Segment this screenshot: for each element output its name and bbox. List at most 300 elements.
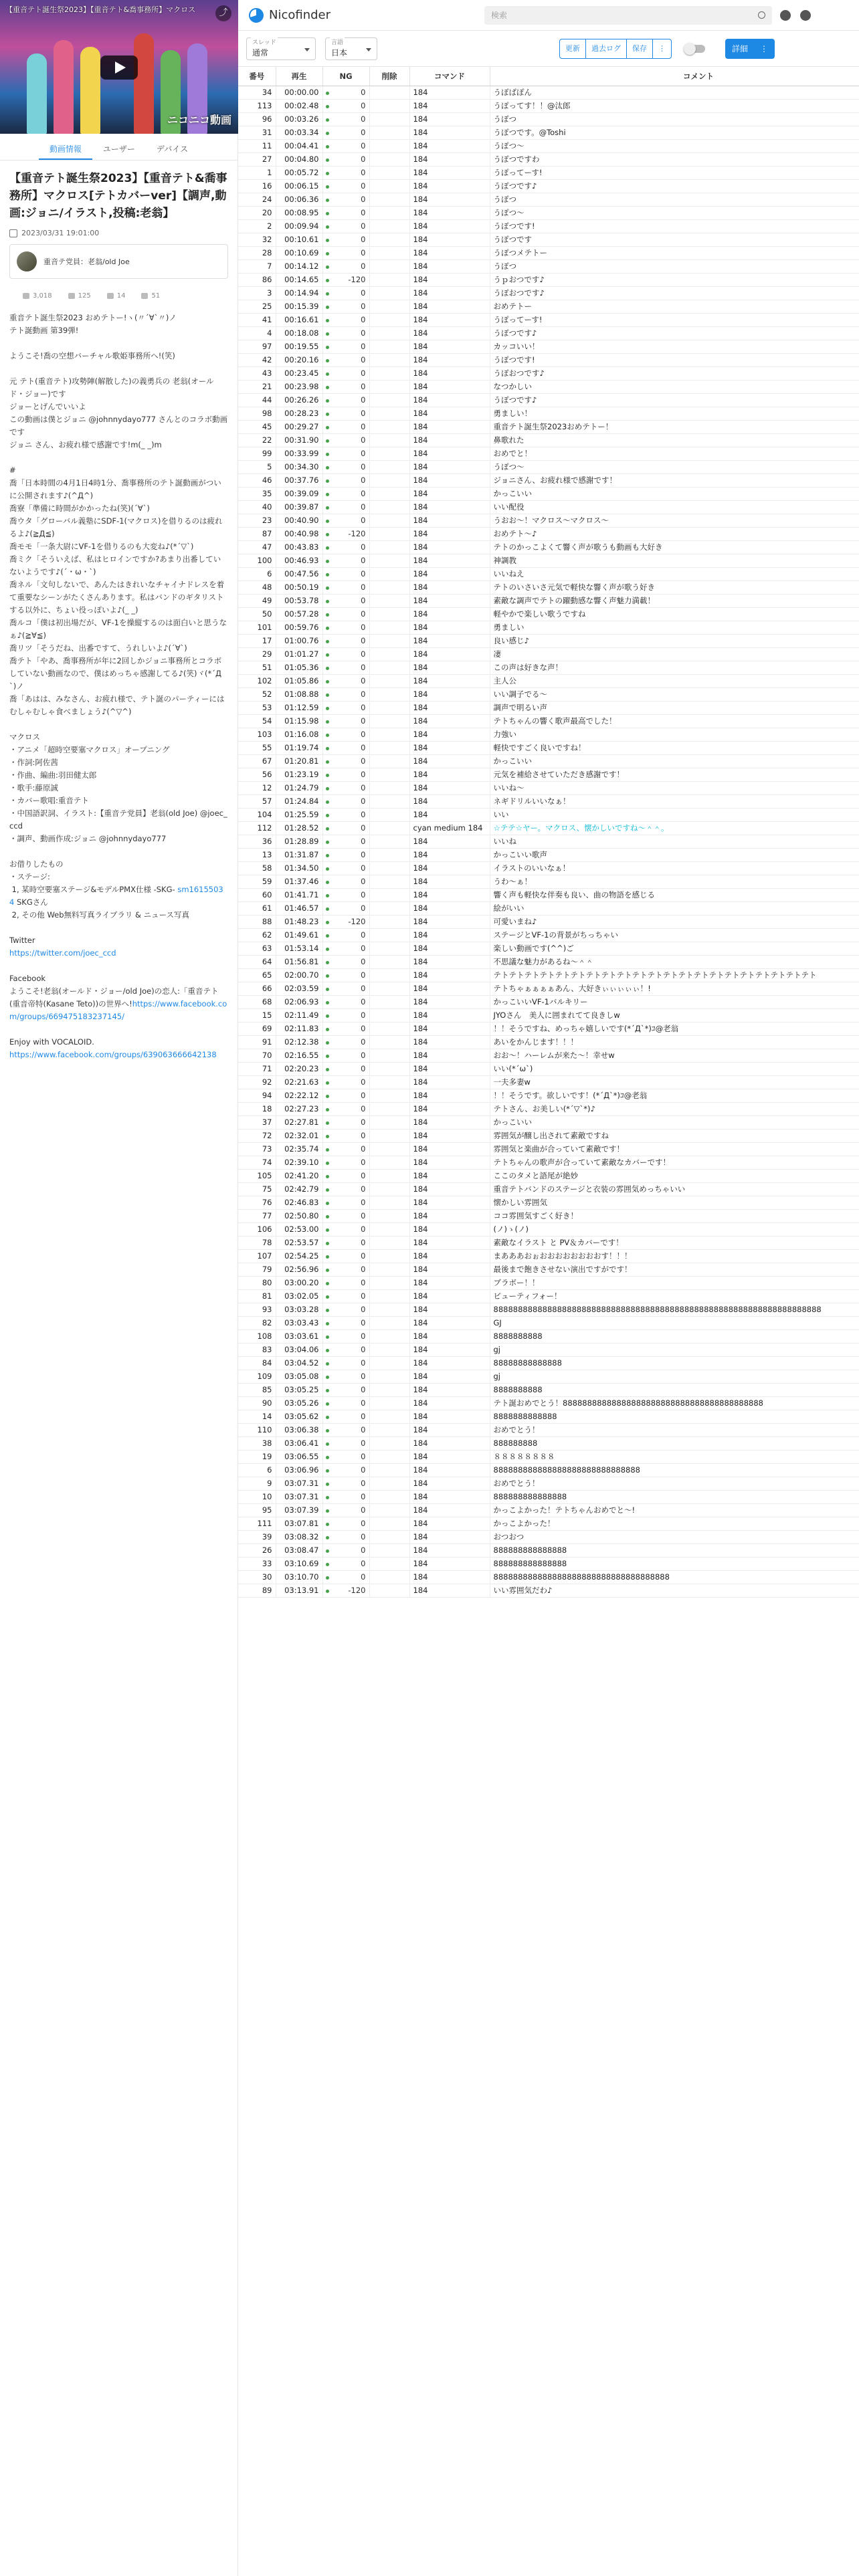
cell-number: 98 xyxy=(238,407,276,420)
cell-command: 184 xyxy=(409,313,490,326)
cell-comment: 響く声も軽快な伴奏も良い、曲の物語を感じる xyxy=(490,888,859,901)
table-row[interactable] xyxy=(238,152,859,166)
table-row[interactable] xyxy=(238,340,859,353)
cell-ng: 0 xyxy=(322,1196,369,1209)
cell-number: 81 xyxy=(238,1289,276,1303)
cell-number: 101 xyxy=(238,621,276,634)
table-row[interactable] xyxy=(238,995,859,1008)
cell-delete xyxy=(369,1303,409,1316)
cell-playback: 02:03.59 xyxy=(276,982,322,995)
cell-comment: テトちゃんの響く歌声最高でした！ xyxy=(490,714,859,728)
cell-ng: 0 xyxy=(322,1329,369,1343)
desc-link-facebook[interactable]: https://www.facebook.com/groups/669475183237145/ xyxy=(9,999,227,1021)
cell-ng: 0 xyxy=(322,112,369,126)
cell-number: 10 xyxy=(238,1490,276,1503)
desc-link-facebook-2[interactable]: https://www.facebook.com/groups/639063666642138 xyxy=(9,1050,217,1059)
table-row[interactable] xyxy=(238,300,859,313)
cell-number: 23 xyxy=(238,514,276,527)
cell-command: 184 xyxy=(409,193,490,206)
cell-comment: うぽってーす! xyxy=(490,313,859,326)
table-row[interactable] xyxy=(238,1570,859,1584)
past-log-button[interactable]: 過去ログ xyxy=(586,39,627,58)
cell-comment: テトのかっこよくて響く声が歌うも動画も大好き xyxy=(490,540,859,554)
cell-playback: 01:20.81 xyxy=(276,754,322,768)
cell-number: 79 xyxy=(238,1263,276,1276)
cell-number: 76 xyxy=(238,1196,276,1209)
cell-playback: 00:00.00 xyxy=(276,86,322,99)
cell-ng: -120 xyxy=(322,527,369,540)
play-button[interactable] xyxy=(100,56,138,80)
table-row[interactable] xyxy=(238,701,859,714)
table-row[interactable] xyxy=(238,928,859,942)
table-row[interactable] xyxy=(238,460,859,473)
table-row[interactable] xyxy=(238,1008,859,1022)
refresh-button[interactable]: 更新 xyxy=(560,39,586,58)
cell-comment: ビューティフォー！ xyxy=(490,1289,859,1303)
cell-command: 184 xyxy=(409,112,490,126)
cell-playback: 02:22.12 xyxy=(276,1089,322,1102)
table-row[interactable] xyxy=(238,1584,859,1597)
table-row[interactable] xyxy=(238,246,859,259)
cell-comment: カッコいい！ xyxy=(490,340,859,353)
cell-command: 184 xyxy=(409,1303,490,1316)
cell-number: 100 xyxy=(238,554,276,567)
table-row[interactable] xyxy=(238,1450,859,1463)
more-icon[interactable]: ⋮ xyxy=(760,43,769,53)
table-row[interactable] xyxy=(238,1490,859,1503)
table-row[interactable] xyxy=(238,487,859,500)
like-count: 51 xyxy=(141,292,160,300)
table-row[interactable] xyxy=(238,861,859,875)
cell-playback: 00:34.30 xyxy=(276,460,322,473)
cell-ng: 0 xyxy=(322,126,369,139)
cell-command: 184 xyxy=(409,714,490,728)
cell-number: 22 xyxy=(238,433,276,447)
table-row[interactable] xyxy=(238,554,859,567)
table-row[interactable] xyxy=(238,1410,859,1423)
table-row[interactable] xyxy=(238,514,859,527)
cell-playback: 00:20.16 xyxy=(276,353,322,366)
display-toggle[interactable] xyxy=(685,45,705,53)
dark-mode-icon[interactable] xyxy=(800,10,811,21)
more-options-button[interactable]: ⋮ xyxy=(658,43,666,53)
table-row[interactable] xyxy=(238,166,859,179)
cell-command: 184 xyxy=(409,674,490,687)
table-row[interactable] xyxy=(238,380,859,393)
table-row[interactable] xyxy=(238,647,859,661)
mylist-count: 14 xyxy=(107,292,126,300)
cell-delete xyxy=(369,1517,409,1530)
video-player[interactable] xyxy=(0,0,238,134)
cell-delete xyxy=(369,1463,409,1477)
table-row[interactable] xyxy=(238,393,859,407)
table-row[interactable] xyxy=(238,366,859,380)
tab-video-info[interactable]: 動画情報 xyxy=(39,138,92,160)
table-row[interactable] xyxy=(238,193,859,206)
table-row[interactable] xyxy=(238,1383,859,1396)
cell-comment: うぽつです♪ xyxy=(490,393,859,407)
table-row[interactable] xyxy=(238,768,859,781)
language-select[interactable] xyxy=(325,37,377,60)
table-row[interactable] xyxy=(238,259,859,273)
cell-playback: 03:08.32 xyxy=(276,1530,322,1543)
table-row[interactable] xyxy=(238,661,859,674)
cell-delete xyxy=(369,567,409,580)
cell-delete xyxy=(369,1356,409,1370)
table-row[interactable] xyxy=(238,1370,859,1383)
cell-comment: いい(*´ω`) xyxy=(490,1062,859,1075)
desc-link-twitter[interactable]: https://twitter.com/joec_ccd xyxy=(9,948,116,958)
cell-delete xyxy=(369,781,409,794)
cell-delete xyxy=(369,1236,409,1249)
table-row[interactable] xyxy=(238,1423,859,1436)
cell-playback: 03:07.31 xyxy=(276,1490,322,1503)
table-row[interactable] xyxy=(238,1169,859,1182)
cell-command: 184 xyxy=(409,1436,490,1450)
tab-user[interactable]: ユーザー xyxy=(102,144,135,154)
table-row[interactable] xyxy=(238,1196,859,1209)
cell-ng: 0 xyxy=(322,313,369,326)
cell-number: 24 xyxy=(238,193,276,206)
table-row[interactable] xyxy=(238,126,859,139)
cell-number: 96 xyxy=(238,112,276,126)
thread-select[interactable] xyxy=(246,37,316,60)
cell-comment: 8888888888 xyxy=(490,1329,859,1343)
cell-delete xyxy=(369,1410,409,1423)
table-header xyxy=(238,67,859,86)
cell-playback: 03:02.05 xyxy=(276,1289,322,1303)
cell-command: 184 xyxy=(409,487,490,500)
cell-number: 39 xyxy=(238,1530,276,1543)
table-row[interactable] xyxy=(238,540,859,554)
table-row[interactable] xyxy=(238,1557,859,1570)
table-row[interactable] xyxy=(238,634,859,647)
cell-comment: かっこいい xyxy=(490,1115,859,1129)
share-icon[interactable]: ⤴ xyxy=(215,5,231,21)
table-row[interactable] xyxy=(238,433,859,447)
table-row[interactable] xyxy=(238,1222,859,1236)
cell-ng: 0 xyxy=(322,580,369,594)
table-row[interactable] xyxy=(238,1182,859,1196)
cell-number: 1 xyxy=(238,166,276,179)
cell-number: 93 xyxy=(238,1303,276,1316)
cell-delete xyxy=(369,1182,409,1196)
cell-number: 85 xyxy=(238,1383,276,1396)
cell-delete xyxy=(369,1049,409,1062)
cell-playback: 02:46.83 xyxy=(276,1196,322,1209)
table-row[interactable] xyxy=(238,714,859,728)
col-comment[interactable]: コメント xyxy=(490,67,859,86)
cell-comment: ココ雰囲気すごく好き！ xyxy=(490,1209,859,1222)
cell-number: 86 xyxy=(238,273,276,286)
table-row[interactable] xyxy=(238,1049,859,1062)
cell-number: 2 xyxy=(238,219,276,233)
cell-ng: 0 xyxy=(322,1129,369,1142)
table-row[interactable] xyxy=(238,942,859,955)
cell-ng: 0 xyxy=(322,1209,369,1222)
cell-playback: 00:03.34 xyxy=(276,126,322,139)
table-row[interactable] xyxy=(238,500,859,514)
col-playback[interactable]: 再生 xyxy=(276,67,322,86)
cell-ng: 0 xyxy=(322,366,369,380)
cell-command: 184 xyxy=(409,246,490,259)
comment-count: 125 xyxy=(68,292,91,300)
table-row[interactable] xyxy=(238,219,859,233)
detail-label: 詳細 xyxy=(732,44,749,53)
cell-ng: 0 xyxy=(322,1543,369,1557)
table-row[interactable] xyxy=(238,1209,859,1222)
table-row[interactable] xyxy=(238,326,859,340)
cell-number: 55 xyxy=(238,741,276,754)
table-row[interactable] xyxy=(238,821,859,835)
cell-playback: 00:10.69 xyxy=(276,246,322,259)
table-row[interactable] xyxy=(238,754,859,768)
table-row[interactable] xyxy=(238,888,859,901)
table-row[interactable] xyxy=(238,915,859,928)
search-icon[interactable] xyxy=(758,11,765,19)
table-row[interactable] xyxy=(238,1396,859,1410)
table-row[interactable] xyxy=(238,99,859,112)
cell-delete xyxy=(369,1477,409,1490)
cell-ng: 0 xyxy=(322,768,369,781)
cell-command: 184 xyxy=(409,1022,490,1035)
tab-device[interactable]: デバイス xyxy=(156,144,189,154)
table-row[interactable] xyxy=(238,1276,859,1289)
table-row[interactable] xyxy=(238,1142,859,1156)
table-row[interactable] xyxy=(238,955,859,968)
table-row[interactable] xyxy=(238,112,859,126)
table-row[interactable] xyxy=(238,1062,859,1075)
cell-playback: 03:03.43 xyxy=(276,1316,322,1329)
cell-command: 184 xyxy=(409,1182,490,1196)
table-row[interactable] xyxy=(238,353,859,366)
cell-comment: 絵がいい xyxy=(490,901,859,915)
table-row[interactable] xyxy=(238,1035,859,1049)
cell-playback: 01:01.27 xyxy=(276,647,322,661)
table-row[interactable] xyxy=(238,1530,859,1543)
table-row[interactable] xyxy=(238,1343,859,1356)
cell-playback: 01:08.88 xyxy=(276,687,322,701)
table-row[interactable] xyxy=(238,1503,859,1517)
cell-number: 17 xyxy=(238,634,276,647)
cell-number: 20 xyxy=(238,206,276,219)
description-text: 重音テト誕生祭2023 おめテトー!ヽ(〃´∀`〃)ノ テト誕動画 第39弾! ようこそ!喬の空想バーチャル歌姫事務所へ!(笑) 元 テト(重音テト)攻勢陣(解散した)の義勇兵の 老翁(オールド・ジョー)です ジョーとげんでいいよ この動画は僕とジョニ @johnnydayo777 さんとのコラボ動画です ジョニ さん、お疲れ様で感謝です!m(_ _)m # 喬「日本時間の4月1日4時1分、喬事務所のテト誕動画がついに公開されます♪(^Д^) 喬寮「準備に時間がかかったね(笑)(´∀`) 喬ウタ「グローバル義塾にSDF-1(マクロス)を借りるのは疲れるよ♪(≧Д≦) 喬モモ「一条大尉にVF-1を借りるのも大変ね♪(*´▽`) 喬ミク「そういえば、私はヒロインですか?あまり出番していないようです♪(´・ω・`) 喬ネル「文句しないで、あんたはきれいなチャイナドレスを着て重要なシーンがたくさんあります。私はバンドのギタリストする以外に、ちょい役っぽいよ♪(_ _) 喬ルコ「僕は初出場だが、VF-1を操縦するのは面白いと思うなぁ♪(≧∀≦) 喬リツ「そうだね、出番ですて、うれしいよ♪(´∀`) 喬テト「やあ、喬事務所が年に2回しかジョニ事務所とコラボしていない動画なので、僕はめっちゃ感謝してる♪(笑)ヾ(*´Д`)ノ 喬「あはは、みなさん、お疲れ様で、テト誕のパーティーにはむしゃむしゃ食べましょう♪(^▽^) マクロス ・アニメ「超時空要塞マクロス」オープニング ・作詞:阿佐茜 ・作曲、編曲:羽田健太郎 ・歌手:藤原誠 ・カバー歌唱:重音テト ・中国語訳詞、イラスト:【重音テ党員】老翁(old Joe) @joec_ccd ・調声、動画作成:ジョニ @johnnydayo777 お借りしたもの ・ステージ: 1, 某時空要塞ステージ&モデルPMX仕様 -SKG- xyxy=(9,313,228,894)
table-row[interactable] xyxy=(238,1316,859,1329)
cell-ng: 0 xyxy=(322,219,369,233)
table-row[interactable] xyxy=(238,741,859,754)
table-row[interactable] xyxy=(238,473,859,487)
cell-comment: GJ xyxy=(490,1316,859,1329)
table-row[interactable] xyxy=(238,1075,859,1089)
cell-number: 25 xyxy=(238,300,276,313)
cell-delete xyxy=(369,808,409,821)
table-row[interactable] xyxy=(238,1089,859,1102)
table-row[interactable] xyxy=(238,901,859,915)
table-row[interactable] xyxy=(238,580,859,594)
cell-comment: うぽつメテトー xyxy=(490,246,859,259)
table-row[interactable] xyxy=(238,594,859,607)
cell-command: 184 xyxy=(409,1490,490,1503)
cell-comment: 8888888888888888888888888888888888888888888888888888888888888888888 xyxy=(490,1303,859,1316)
table-row[interactable] xyxy=(238,728,859,741)
cell-comment: かっこいい歌声 xyxy=(490,848,859,861)
cell-number: 4 xyxy=(238,326,276,340)
table-row[interactable] xyxy=(238,808,859,821)
table-row[interactable] xyxy=(238,1517,859,1530)
table-row[interactable] xyxy=(238,527,859,540)
table-row[interactable] xyxy=(238,179,859,193)
cell-number: 3 xyxy=(238,286,276,300)
cell-playback: 00:23.98 xyxy=(276,380,322,393)
thread-value: 通常 xyxy=(252,47,269,58)
cell-ng: 0 xyxy=(322,86,369,99)
cell-playback: 00:04.80 xyxy=(276,152,322,166)
table-row[interactable] xyxy=(238,420,859,433)
cell-delete xyxy=(369,313,409,326)
cell-delete xyxy=(369,1396,409,1410)
cell-playback: 01:12.59 xyxy=(276,701,322,714)
table-row[interactable] xyxy=(238,1249,859,1263)
cell-command: 184 xyxy=(409,875,490,888)
table-row[interactable] xyxy=(238,1477,859,1490)
cell-number: 15 xyxy=(238,1008,276,1022)
col-delete[interactable]: 削除 xyxy=(369,67,409,86)
table-row[interactable] xyxy=(238,233,859,246)
table-row[interactable] xyxy=(238,848,859,861)
cell-comment: おめでとう！ xyxy=(490,1477,859,1490)
cell-delete xyxy=(369,246,409,259)
table-row[interactable] xyxy=(238,1543,859,1557)
cell-playback: 00:08.95 xyxy=(276,206,322,219)
col-ng[interactable]: NG xyxy=(322,67,369,86)
cell-command: 184 xyxy=(409,928,490,942)
table-row[interactable] xyxy=(238,687,859,701)
post-date-text: 2023/03/31 19:01:00 xyxy=(21,229,100,237)
table-row[interactable] xyxy=(238,1263,859,1276)
detail-button[interactable] xyxy=(725,39,775,59)
cell-comment: ！！そうですね、めっちゃ嬉しいです(*´Д`*)ｺ@老翁 xyxy=(490,1022,859,1035)
col-number[interactable]: 番号 xyxy=(238,67,276,86)
cell-ng: 0 xyxy=(322,393,369,407)
table-row[interactable] xyxy=(238,1102,859,1115)
cell-ng: 0 xyxy=(322,674,369,687)
cell-playback: 02:53.57 xyxy=(276,1236,322,1249)
table-row[interactable] xyxy=(238,447,859,460)
table-row[interactable] xyxy=(238,794,859,808)
table-row[interactable] xyxy=(238,407,859,420)
cell-playback: 00:29.27 xyxy=(276,420,322,433)
cell-playback: 00:03.26 xyxy=(276,112,322,126)
table-row[interactable] xyxy=(238,1115,859,1129)
cell-command: 184 xyxy=(409,527,490,540)
table-row[interactable] xyxy=(238,273,859,286)
cell-command: 184 xyxy=(409,326,490,340)
cell-number: 34 xyxy=(238,86,276,99)
cell-comment: 良い感じ♪ xyxy=(490,634,859,647)
cell-delete xyxy=(369,366,409,380)
table-row[interactable] xyxy=(238,286,859,300)
table-row[interactable] xyxy=(238,86,859,99)
cell-command: 184 xyxy=(409,754,490,768)
owner-card[interactable] xyxy=(9,244,228,279)
cell-number: 75 xyxy=(238,1182,276,1196)
cell-number: 7 xyxy=(238,259,276,273)
cell-comment: 888888888888888 xyxy=(490,1543,859,1557)
cell-comment: かっこいい xyxy=(490,487,859,500)
table-row[interactable] xyxy=(238,968,859,982)
cell-playback: 01:48.23 xyxy=(276,915,322,928)
cell-number: 80 xyxy=(238,1276,276,1289)
table-row[interactable] xyxy=(238,1236,859,1249)
table-row[interactable] xyxy=(238,567,859,580)
cell-ng: 0 xyxy=(322,1289,369,1303)
table-row[interactable] xyxy=(238,1329,859,1343)
cell-command: 184 xyxy=(409,1356,490,1370)
desc-link-sm[interactable]: sm16155034 xyxy=(9,885,223,907)
col-command[interactable]: コマンド xyxy=(409,67,490,86)
cell-comment: おつおつ xyxy=(490,1530,859,1543)
table-row[interactable] xyxy=(238,1463,859,1477)
cell-ng: 0 xyxy=(322,848,369,861)
cell-comment: いいね xyxy=(490,835,859,848)
character-figure xyxy=(27,53,47,134)
cell-playback: 00:09.94 xyxy=(276,219,322,233)
table-row[interactable] xyxy=(238,621,859,634)
comment-icon xyxy=(68,293,75,299)
table-row[interactable] xyxy=(238,1289,859,1303)
cell-number: 97 xyxy=(238,340,276,353)
table-row[interactable] xyxy=(238,313,859,326)
cell-comment: 楽しい動画です(^^)ご xyxy=(490,942,859,955)
brand[interactable] xyxy=(249,8,330,23)
table-row[interactable] xyxy=(238,1303,859,1316)
table-row[interactable] xyxy=(238,607,859,621)
table-row[interactable] xyxy=(238,875,859,888)
search-input[interactable] xyxy=(484,6,772,25)
cell-number: 36 xyxy=(238,835,276,848)
table-row[interactable] xyxy=(238,1156,859,1169)
cell-ng: 0 xyxy=(322,447,369,460)
cell-command: 184 xyxy=(409,473,490,487)
nicofinder-logo-icon xyxy=(249,8,264,23)
table-row[interactable] xyxy=(238,835,859,848)
niconico-logo: ニコニコ動画 xyxy=(167,114,231,126)
table-row[interactable] xyxy=(238,781,859,794)
table-row[interactable] xyxy=(238,1356,859,1370)
cell-comment: ここのタメと語尾が絶妙 xyxy=(490,1169,859,1182)
table-row[interactable] xyxy=(238,1022,859,1035)
cell-playback: 01:49.61 xyxy=(276,928,322,942)
cell-playback: 02:20.23 xyxy=(276,1062,322,1075)
info-icon[interactable] xyxy=(780,10,791,21)
cell-playback: 00:18.08 xyxy=(276,326,322,340)
cell-playback: 00:14.65 xyxy=(276,273,322,286)
cell-playback: 02:50.80 xyxy=(276,1209,322,1222)
save-button[interactable]: 保存 xyxy=(627,39,653,58)
cell-command: 184 xyxy=(409,848,490,861)
table-row[interactable] xyxy=(238,674,859,687)
cell-ng: 0 xyxy=(322,942,369,955)
cell-command: 184 xyxy=(409,741,490,754)
table-row[interactable] xyxy=(238,982,859,995)
table-row[interactable] xyxy=(238,139,859,152)
cell-number: 29 xyxy=(238,647,276,661)
cell-ng: 0 xyxy=(322,1115,369,1129)
table-row[interactable] xyxy=(238,1436,859,1450)
cell-number: 43 xyxy=(238,366,276,380)
table-row[interactable] xyxy=(238,1129,859,1142)
table-row[interactable] xyxy=(238,206,859,219)
